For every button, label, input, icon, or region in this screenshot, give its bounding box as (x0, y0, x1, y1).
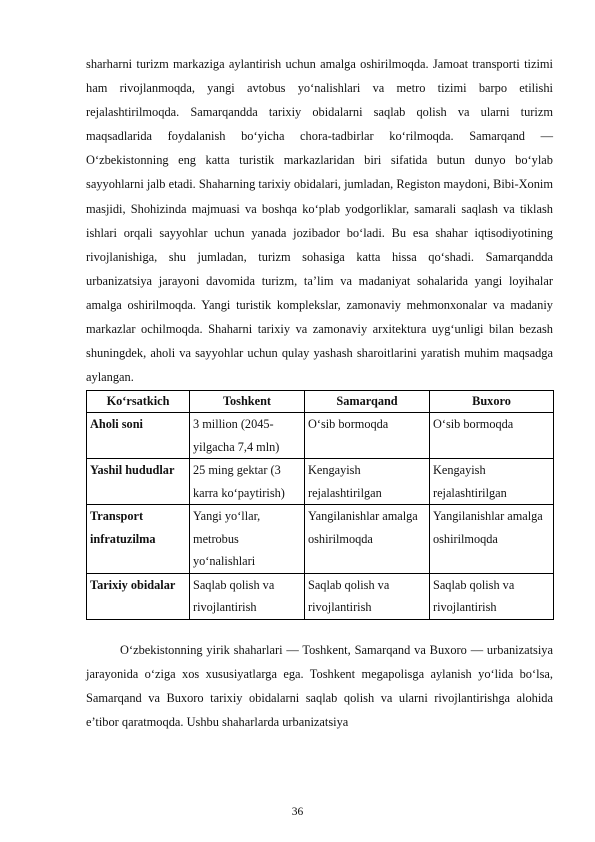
table-cell: Yangilanishlar amalga oshirilmoqda (305, 505, 430, 574)
table-row (87, 413, 554, 459)
body-paragraph: sharharni turizm markaziga aylantirish uchun amalga oshirilmoqda. Jamoat transporti tizimi ham rivojlanmoqda, yangi avtobus yo‘nalishlari va metro tizimi barpo etilishi rejalashtirilmoqda. Samarqandda tarixiy obidalarni saqlab qolish va ularni turizm maqsadlarida foydalanish bo‘yicha chora-tadbirlar ko‘rilmoqda. Samarqand — O‘zbekistonning eng katta turistik markazlaridan biri sifatida butun dunyo bo‘ylab sayyohlarni jalb etadi. Shaharning tarixiy obidalari, jumladan, Registon maydoni, Bibi-Xonim masjidi, Shohizinda majmuasi va boshqa ko‘plab yodgorliklar, samarali saqlash va tiklash ishlari orqali sayyohlar uchun yanada jozibador bo‘ladi. Bu esa shahar iqtisodiyotining rivojlanishiga, shu jumladan, turizm sohasiga katta hissa qo‘shadi. Samarqandda urbanizatsiya jarayoni davomida turizm, ta’lim va madaniyat sohalarida yangi loyihalar amalga oshirilmoqda. Yangi turistik komplekslar, zamonaviy mehmonxonalar va madaniy markazlar ochilmoqda. Shaharni tarixiy va zamonaviy arxitektura uyg‘unligi bilan bezash shuningdek, aholi va sayyohlar uchun qulay yashash sharoitlarini yaratish muhim maqsadga aylangan. (86, 57, 553, 385)
table-row-label: Aholi soni (87, 413, 190, 459)
paragraph-gap (86, 620, 553, 638)
table-cell: 25 ming gektar (3 karra ko‘paytirish) (190, 459, 305, 505)
table-row (87, 573, 554, 619)
table-header-cell: Buxoro (430, 391, 554, 413)
document-page (86, 52, 553, 734)
comparison-table (86, 390, 554, 620)
table-cell: Yangilanishlar amalga oshirilmoqda (430, 505, 554, 574)
table-cell: O‘sib bormoqda (430, 413, 554, 459)
table-row (87, 459, 554, 505)
table-header-cell: Ko‘rsatkich (87, 391, 190, 413)
table-cell: Yangi yo‘llar, metrobus yo‘nalishlari (190, 505, 305, 574)
table-row (87, 505, 554, 574)
body-paragraph: O‘zbekistonning yirik shaharlari — Toshkent, Samarqand va Buxoro — urbanizatsiya jarayonida o‘ziga xos xususiyatlarga ega. Toshkent megapolisga aylanish yo‘lida bo‘lsa, Samarqand va Buxoro tarixiy obidalarni saqlab qolish va ularni rivojlantirishga alohida e’tibor qaratmoqda. Ushbu shaharlarda urbanizatsiya (86, 642, 553, 730)
table-row-label: Transport infratuzilma (87, 505, 190, 574)
table-cell: Saqlab qolish va rivojlantirish (190, 573, 305, 619)
table-header-cell: Samarqand (305, 391, 430, 413)
table-row-label: Yashil hududlar (87, 459, 190, 505)
table-header-row (87, 391, 554, 413)
table-row-label: Tarixiy obidalar (87, 573, 190, 619)
table-cell: 3 million (2045-yilgacha 7,4 mln) (190, 413, 305, 459)
table-cell: Kengayish rejalashtirilgan (305, 459, 430, 505)
table-cell: O‘sib bormoqda (305, 413, 430, 459)
page-number: 36 (291, 806, 304, 818)
table-cell: Saqlab qolish va rivojlantirish (430, 573, 554, 619)
table-cell: Kengayish rejalashtirilgan (430, 459, 554, 505)
table-cell: Saqlab qolish va rivojlantirish (305, 573, 430, 619)
table-header-cell: Toshkent (190, 391, 305, 413)
